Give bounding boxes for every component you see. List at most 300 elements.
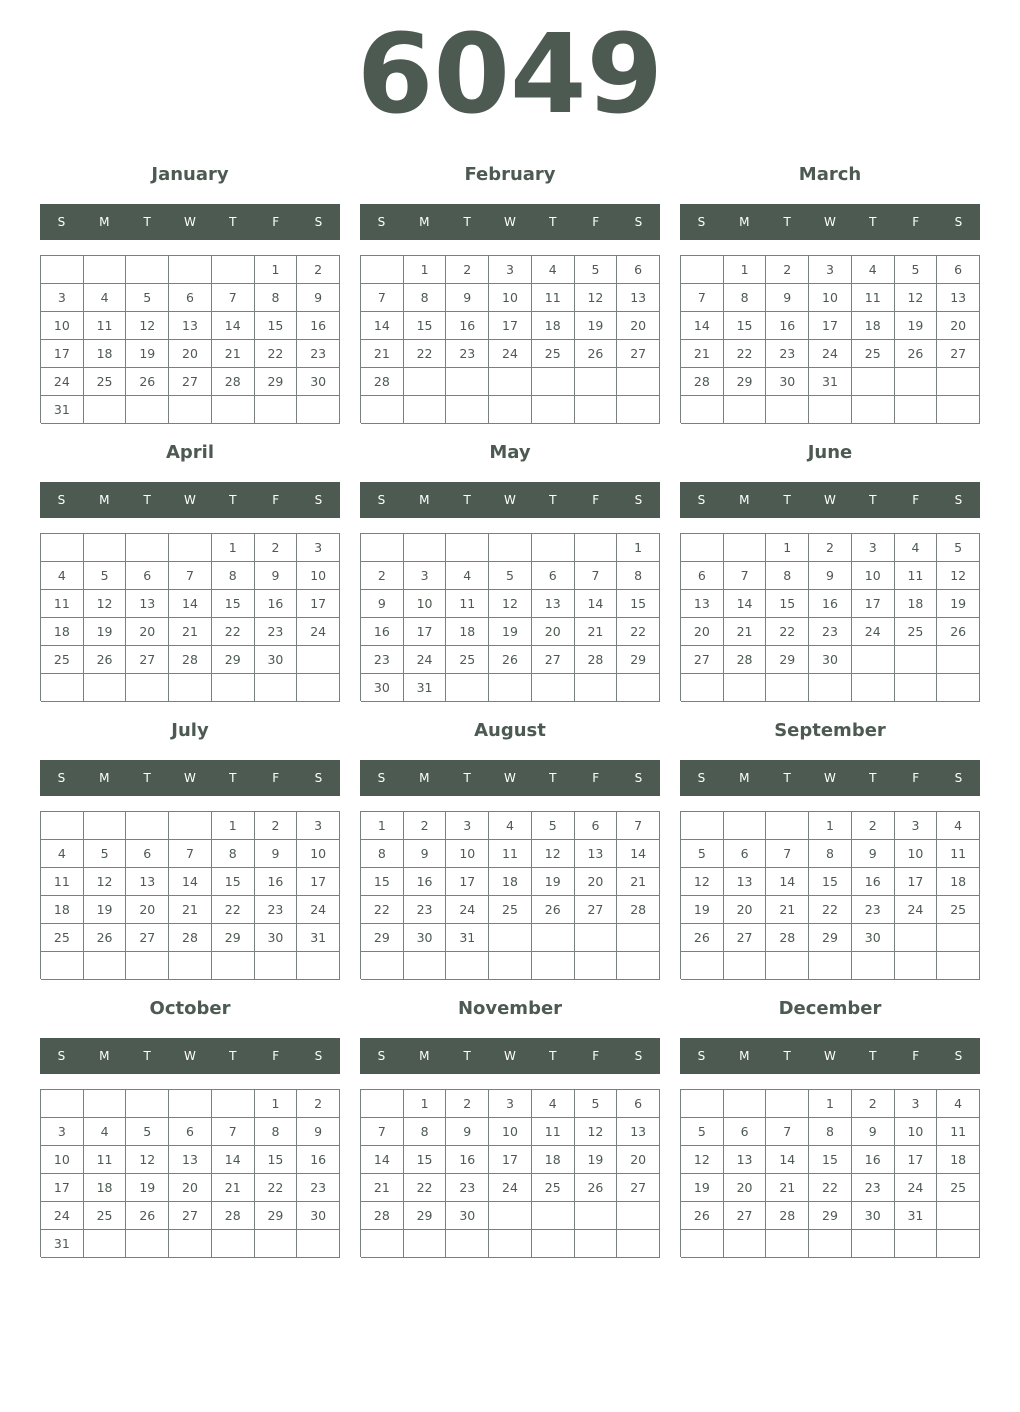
day-cell: 9: [361, 590, 404, 618]
day-cell: [681, 1230, 724, 1258]
day-cell: 13: [126, 590, 169, 618]
day-cell: 24: [446, 896, 489, 924]
day-cell: 8: [724, 284, 767, 312]
day-cell: [255, 952, 298, 980]
day-cell: 19: [84, 896, 127, 924]
day-cell: 25: [41, 924, 84, 952]
weekday-label: F: [592, 771, 600, 785]
weekday-label: M: [739, 493, 750, 507]
day-cell: 26: [532, 896, 575, 924]
day-cell: 27: [575, 896, 618, 924]
day-cell: 4: [84, 284, 127, 312]
weekday-label: S: [697, 1049, 706, 1063]
day-cell: [361, 396, 404, 424]
day-cell: 23: [255, 618, 298, 646]
weekday-label: F: [592, 493, 600, 507]
day-cell: 13: [681, 590, 724, 618]
day-cell: 25: [937, 1174, 980, 1202]
day-grid: [360, 533, 660, 701]
day-cell: 22: [212, 896, 255, 924]
day-cell: 4: [446, 562, 489, 590]
day-cell: [255, 396, 298, 424]
day-cell: 23: [446, 1174, 489, 1202]
day-cell: [895, 952, 938, 980]
day-cell: [489, 952, 532, 980]
day-cell: 18: [446, 618, 489, 646]
day-cell: 15: [724, 312, 767, 340]
day-cell: [446, 368, 489, 396]
day-cell: [212, 952, 255, 980]
day-cell: [852, 1230, 895, 1258]
day-cell: 4: [41, 840, 84, 868]
weekday-label: T: [463, 771, 471, 785]
day-cell: [532, 952, 575, 980]
day-cell: 11: [895, 562, 938, 590]
day-cell: [297, 396, 340, 424]
weekday-header: [40, 760, 340, 796]
day-cell: 3: [297, 534, 340, 562]
day-cell: 1: [361, 812, 404, 840]
day-cell: 12: [84, 868, 127, 896]
day-cell: 11: [41, 590, 84, 618]
day-cell: 22: [617, 618, 660, 646]
day-cell: 12: [532, 840, 575, 868]
day-cell: [84, 534, 127, 562]
day-cell: 11: [84, 312, 127, 340]
weekday-label: W: [504, 493, 516, 507]
day-cell: 10: [297, 840, 340, 868]
day-cell: 2: [446, 256, 489, 284]
day-cell: 28: [169, 924, 212, 952]
day-cell: 24: [895, 896, 938, 924]
day-cell: [361, 1230, 404, 1258]
weekday-label: F: [912, 493, 920, 507]
weekday-label: T: [229, 493, 237, 507]
day-cell: 19: [895, 312, 938, 340]
day-cell: 10: [489, 284, 532, 312]
weekday-label: S: [634, 215, 643, 229]
day-cell: [681, 256, 724, 284]
day-cell: 29: [212, 924, 255, 952]
day-grid: [680, 1089, 980, 1257]
year-title: 6049: [356, 10, 664, 138]
day-cell: 23: [361, 646, 404, 674]
day-cell: 17: [41, 1174, 84, 1202]
day-cell: 28: [575, 646, 618, 674]
day-cell: [937, 646, 980, 674]
day-cell: 24: [809, 340, 852, 368]
day-cell: [575, 396, 618, 424]
day-grid: [360, 255, 660, 423]
weekday-label: W: [184, 493, 196, 507]
day-cell: 16: [361, 618, 404, 646]
day-cell: [404, 396, 447, 424]
day-cell: 23: [404, 896, 447, 924]
day-cell: 24: [297, 896, 340, 924]
day-cell: 15: [809, 1146, 852, 1174]
day-cell: [446, 396, 489, 424]
day-cell: 25: [937, 896, 980, 924]
day-cell: [84, 256, 127, 284]
day-cell: 7: [212, 284, 255, 312]
weekday-label: S: [697, 493, 706, 507]
day-cell: [404, 534, 447, 562]
day-grid: [680, 255, 980, 423]
day-cell: 10: [895, 840, 938, 868]
day-cell: 30: [255, 924, 298, 952]
weekday-label: T: [783, 771, 791, 785]
day-cell: [852, 396, 895, 424]
day-cell: 26: [895, 340, 938, 368]
day-cell: 9: [809, 562, 852, 590]
day-cell: 6: [126, 840, 169, 868]
weekday-label: S: [314, 1049, 323, 1063]
month-august: [360, 716, 660, 986]
day-cell: 9: [255, 562, 298, 590]
day-cell: 18: [532, 1146, 575, 1174]
day-cell: 6: [575, 812, 618, 840]
day-cell: 15: [404, 312, 447, 340]
day-cell: 23: [852, 896, 895, 924]
day-cell: [766, 812, 809, 840]
day-cell: 23: [766, 340, 809, 368]
month-name: June: [807, 442, 853, 463]
day-cell: 2: [297, 1090, 340, 1118]
day-cell: [84, 1090, 127, 1118]
day-cell: 19: [681, 896, 724, 924]
day-cell: [126, 674, 169, 702]
day-cell: 14: [724, 590, 767, 618]
day-cell: 3: [809, 256, 852, 284]
day-cell: [532, 1202, 575, 1230]
day-cell: 25: [41, 646, 84, 674]
day-cell: 30: [297, 1202, 340, 1230]
day-cell: 26: [937, 618, 980, 646]
day-cell: 20: [681, 618, 724, 646]
day-cell: 24: [41, 368, 84, 396]
day-cell: 24: [852, 618, 895, 646]
weekday-label: T: [549, 771, 557, 785]
month-name: September: [774, 720, 886, 741]
day-cell: 8: [255, 284, 298, 312]
day-cell: 28: [766, 924, 809, 952]
day-cell: 5: [84, 562, 127, 590]
day-cell: 18: [84, 1174, 127, 1202]
day-cell: 8: [361, 840, 404, 868]
day-cell: 16: [255, 590, 298, 618]
day-cell: 30: [404, 924, 447, 952]
day-cell: 13: [575, 840, 618, 868]
day-cell: [404, 952, 447, 980]
day-cell: [724, 812, 767, 840]
day-cell: 29: [361, 924, 404, 952]
day-cell: 11: [937, 1118, 980, 1146]
day-cell: 14: [617, 840, 660, 868]
day-cell: 16: [446, 312, 489, 340]
day-cell: 8: [809, 840, 852, 868]
weekday-label: W: [824, 771, 836, 785]
day-cell: 30: [852, 924, 895, 952]
day-cell: 5: [126, 284, 169, 312]
weekday-label: W: [824, 1049, 836, 1063]
day-cell: 5: [575, 1090, 618, 1118]
weekday-label: F: [272, 493, 280, 507]
day-cell: [489, 924, 532, 952]
day-cell: 8: [212, 840, 255, 868]
month-name: November: [457, 998, 563, 1019]
day-cell: 18: [532, 312, 575, 340]
day-cell: 2: [361, 562, 404, 590]
day-cell: [446, 674, 489, 702]
day-cell: 10: [41, 312, 84, 340]
weekday-label: W: [504, 215, 516, 229]
day-cell: [809, 396, 852, 424]
day-cell: 11: [41, 868, 84, 896]
weekday-label: S: [634, 1049, 643, 1063]
day-cell: 18: [41, 896, 84, 924]
day-cell: 19: [84, 618, 127, 646]
weekday-header: [680, 482, 980, 518]
weekday-label: F: [272, 771, 280, 785]
day-cell: [41, 1090, 84, 1118]
day-cell: [852, 674, 895, 702]
day-cell: 26: [681, 1202, 724, 1230]
day-cell: 15: [361, 868, 404, 896]
month-name: January: [151, 164, 229, 185]
weekday-label: W: [184, 215, 196, 229]
day-grid: [360, 811, 660, 979]
weekday-label: S: [954, 771, 963, 785]
day-cell: [617, 1202, 660, 1230]
day-cell: 2: [255, 812, 298, 840]
day-cell: 14: [361, 1146, 404, 1174]
day-cell: 13: [937, 284, 980, 312]
day-cell: 22: [404, 1174, 447, 1202]
day-cell: 1: [255, 256, 298, 284]
day-cell: 30: [766, 368, 809, 396]
day-cell: 17: [489, 312, 532, 340]
weekday-label: S: [377, 771, 386, 785]
day-cell: 6: [724, 840, 767, 868]
day-cell: [937, 1230, 980, 1258]
day-cell: 20: [169, 1174, 212, 1202]
day-cell: [489, 534, 532, 562]
month-name: May: [489, 442, 531, 463]
day-cell: 31: [895, 1202, 938, 1230]
day-cell: 3: [404, 562, 447, 590]
day-cell: 18: [41, 618, 84, 646]
day-cell: 8: [766, 562, 809, 590]
day-cell: 28: [361, 368, 404, 396]
day-cell: [681, 1090, 724, 1118]
month-october: [40, 994, 340, 1264]
day-cell: 6: [617, 256, 660, 284]
day-cell: 11: [532, 284, 575, 312]
day-cell: 27: [169, 368, 212, 396]
day-cell: [126, 256, 169, 284]
month-december: [680, 994, 980, 1264]
day-cell: 20: [575, 868, 618, 896]
day-cell: [766, 674, 809, 702]
weekday-label: F: [912, 771, 920, 785]
day-cell: 11: [937, 840, 980, 868]
day-cell: 21: [575, 618, 618, 646]
day-cell: [681, 396, 724, 424]
day-cell: [532, 1230, 575, 1258]
month-february: [360, 160, 660, 430]
weekday-label: M: [739, 771, 750, 785]
weekday-label: T: [143, 493, 151, 507]
day-cell: 6: [169, 284, 212, 312]
month-name: July: [171, 720, 209, 741]
day-cell: 7: [766, 1118, 809, 1146]
day-cell: 4: [895, 534, 938, 562]
day-cell: [937, 1202, 980, 1230]
day-cell: 12: [575, 284, 618, 312]
day-cell: 2: [446, 1090, 489, 1118]
day-cell: 29: [617, 646, 660, 674]
day-cell: 21: [361, 340, 404, 368]
day-cell: 16: [297, 1146, 340, 1174]
day-cell: 2: [297, 256, 340, 284]
weekday-label: S: [377, 1049, 386, 1063]
day-cell: 1: [766, 534, 809, 562]
day-cell: 9: [852, 840, 895, 868]
day-cell: 20: [617, 1146, 660, 1174]
day-cell: [169, 812, 212, 840]
day-cell: 28: [169, 646, 212, 674]
day-cell: [852, 368, 895, 396]
day-cell: 3: [489, 1090, 532, 1118]
day-cell: 14: [169, 590, 212, 618]
day-cell: 27: [126, 646, 169, 674]
day-cell: [297, 952, 340, 980]
day-cell: 5: [937, 534, 980, 562]
day-cell: 29: [212, 646, 255, 674]
day-cell: 27: [617, 340, 660, 368]
day-grid: [680, 811, 980, 979]
weekday-label: S: [314, 493, 323, 507]
weekday-label: M: [99, 771, 110, 785]
day-cell: 2: [255, 534, 298, 562]
day-cell: 9: [297, 1118, 340, 1146]
day-cell: 9: [404, 840, 447, 868]
day-cell: 24: [489, 1174, 532, 1202]
weekday-label: T: [783, 1049, 791, 1063]
day-cell: [169, 674, 212, 702]
day-cell: 9: [766, 284, 809, 312]
day-cell: 22: [212, 618, 255, 646]
day-cell: 21: [724, 618, 767, 646]
weekday-label: S: [57, 493, 66, 507]
day-cell: 7: [617, 812, 660, 840]
day-cell: 8: [255, 1118, 298, 1146]
day-cell: [169, 396, 212, 424]
day-cell: 22: [766, 618, 809, 646]
day-cell: 11: [489, 840, 532, 868]
month-may: [360, 438, 660, 708]
day-cell: [809, 1230, 852, 1258]
day-cell: 14: [766, 1146, 809, 1174]
day-grid: [40, 255, 340, 423]
day-cell: 5: [681, 840, 724, 868]
day-cell: 28: [724, 646, 767, 674]
day-cell: 15: [255, 1146, 298, 1174]
day-cell: [575, 924, 618, 952]
day-cell: 22: [255, 1174, 298, 1202]
weekday-label: T: [783, 493, 791, 507]
day-cell: 12: [84, 590, 127, 618]
day-cell: 25: [84, 1202, 127, 1230]
day-cell: [297, 674, 340, 702]
day-cell: 15: [255, 312, 298, 340]
weekday-label: W: [504, 1049, 516, 1063]
day-cell: 25: [895, 618, 938, 646]
day-cell: 23: [297, 340, 340, 368]
day-cell: 20: [724, 896, 767, 924]
weekday-label: T: [869, 771, 877, 785]
day-cell: 10: [489, 1118, 532, 1146]
day-cell: 27: [724, 924, 767, 952]
day-cell: [297, 1230, 340, 1258]
day-cell: 12: [126, 1146, 169, 1174]
day-cell: [617, 1230, 660, 1258]
day-cell: 4: [937, 812, 980, 840]
day-cell: 6: [532, 562, 575, 590]
weekday-label: T: [143, 771, 151, 785]
weekday-label: T: [869, 1049, 877, 1063]
day-cell: [532, 396, 575, 424]
day-cell: 6: [681, 562, 724, 590]
weekday-header: [360, 1038, 660, 1074]
day-cell: 17: [297, 868, 340, 896]
day-cell: 31: [809, 368, 852, 396]
day-cell: 23: [255, 896, 298, 924]
day-cell: 3: [41, 284, 84, 312]
day-cell: 7: [766, 840, 809, 868]
day-cell: 4: [532, 256, 575, 284]
day-cell: 12: [126, 312, 169, 340]
day-cell: [617, 924, 660, 952]
day-cell: 11: [532, 1118, 575, 1146]
day-cell: 29: [809, 1202, 852, 1230]
weekday-label: T: [463, 493, 471, 507]
day-cell: 21: [766, 896, 809, 924]
weekday-label: S: [377, 493, 386, 507]
day-cell: 12: [681, 1146, 724, 1174]
day-cell: 30: [361, 674, 404, 702]
weekday-label: T: [463, 215, 471, 229]
weekday-label: S: [697, 771, 706, 785]
day-cell: 26: [126, 368, 169, 396]
day-cell: 29: [255, 368, 298, 396]
day-cell: [126, 952, 169, 980]
day-cell: [724, 1230, 767, 1258]
day-cell: 24: [404, 646, 447, 674]
day-cell: [532, 674, 575, 702]
day-cell: 18: [84, 340, 127, 368]
day-grid: [360, 1089, 660, 1257]
day-cell: 17: [297, 590, 340, 618]
weekday-label: F: [272, 1049, 280, 1063]
day-cell: 27: [169, 1202, 212, 1230]
day-cell: 20: [126, 896, 169, 924]
day-cell: [41, 812, 84, 840]
day-cell: 1: [404, 1090, 447, 1118]
weekday-header: [360, 482, 660, 518]
day-cell: [126, 1230, 169, 1258]
day-cell: 12: [937, 562, 980, 590]
